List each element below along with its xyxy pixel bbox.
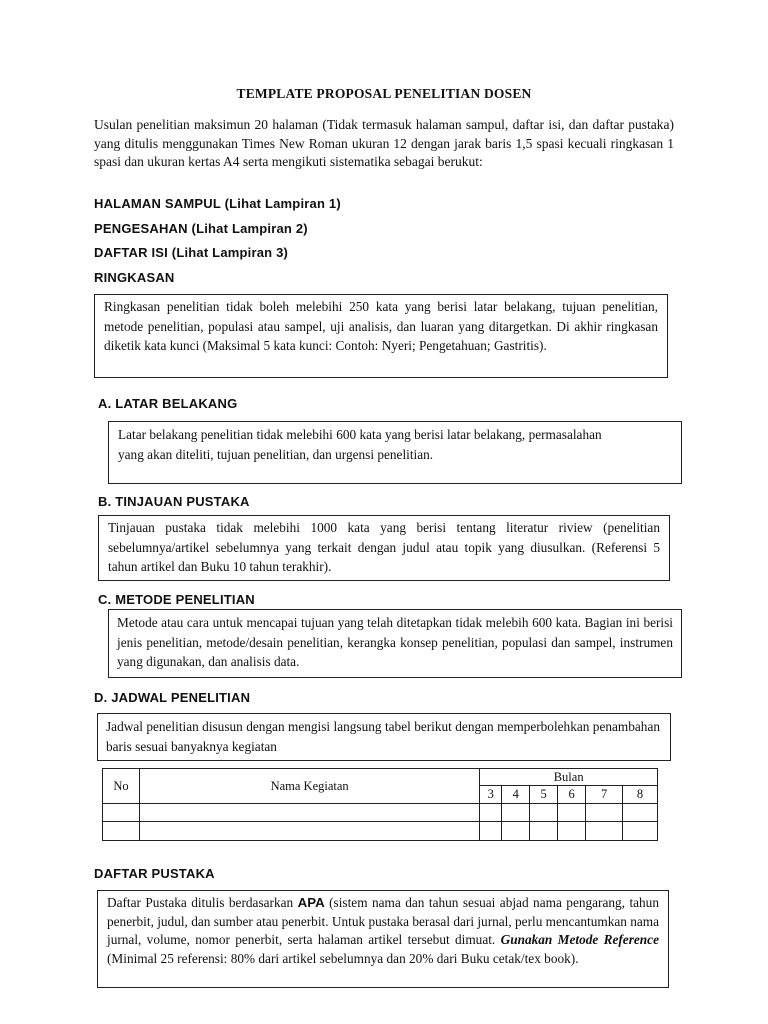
month-cell: 8 xyxy=(623,786,658,804)
empty-cell xyxy=(480,804,502,822)
daftar-pustaka-box xyxy=(97,890,669,988)
heading-daftar-isi: DAFTAR ISI (Lihat Lampiran 3) xyxy=(94,245,289,260)
month-cell: 6 xyxy=(558,786,586,804)
document-title: TEMPLATE PROPOSAL PENELITIAN DOSEN xyxy=(236,86,532,101)
empty-cell xyxy=(623,804,658,822)
heading-tinjauan-pustaka: B. TINJAUAN PUSTAKA xyxy=(98,494,250,509)
month-cell: 5 xyxy=(530,786,558,804)
heading-pengesahan: PENGESAHAN (Lihat Lampiran 2) xyxy=(94,221,308,236)
table-row xyxy=(103,804,658,822)
latar-belakang-box xyxy=(108,421,682,484)
daftar-pustaka-text-1: Daftar Pustaka ditulis berdasarkan xyxy=(107,895,298,910)
empty-cell xyxy=(502,822,530,841)
empty-cell xyxy=(530,804,558,822)
empty-cell xyxy=(103,822,140,841)
heading-daftar-pustaka: DAFTAR PUSTAKA xyxy=(94,866,215,881)
heading-latar-belakang: A. LATAR BELAKANG xyxy=(98,396,238,411)
header-no: No xyxy=(103,769,140,804)
header-nama-kegiatan: Nama Kegiatan xyxy=(139,769,479,804)
jadwal-penelitian-box xyxy=(97,713,671,761)
apa-label: APA xyxy=(297,895,325,910)
empty-cell xyxy=(480,822,502,841)
empty-cell xyxy=(623,822,658,841)
metode-penelitian-box xyxy=(108,609,682,678)
table-header-row xyxy=(103,769,658,786)
intro-paragraph: Usulan penelitian maksimun 20 halaman (Tidak termasuk halaman sampul, daftar isi, dan daftar pustaka) yang ditulis menggunakan Times New Roman ukuran 12 dengan jarak baris 1,5 spasi kecuali ringkasan 1 spasi dan ukuran kertas A4 serta mengikuti sistematika sebagai berukut: xyxy=(94,117,674,169)
daftar-pustaka-text-3: (Minimal 25 referensi: 80% dari artikel sebelumnya dan 20% dari Buku cetak/tex book). xyxy=(107,950,579,966)
header-bulan: Bulan xyxy=(480,769,658,786)
empty-cell xyxy=(558,822,586,841)
empty-cell xyxy=(586,822,623,841)
tinjauan-pustaka-text: Tinjauan pustaka tidak melebihi 1000 kata yang berisi tentang literatur riview (penelitian sebelumnya/artikel sebelumnya yang terkait dengan judul atau topik yang diusulkan. (Referensi 5 tahun artikel dan Buku 10 tahun terakhir). xyxy=(108,520,660,574)
heading-jadwal-penelitian: D. JADWAL PENELITIAN xyxy=(94,690,251,705)
schedule-table xyxy=(102,768,658,841)
month-cell: 4 xyxy=(502,786,530,804)
heading-halaman-sampul: HALAMAN SAMPUL (Lihat Lampiran 1) xyxy=(94,196,341,211)
daftar-pustaka-text-2: (sistem nama dan tahun sesuai abjad nama pengarang, tahun penerbit, judul, dan sumber atau penerbit. Untuk pustaka berasal dari jurnal, perlu mencantumkan nama jurnal, volume, nomor penerbit, serta halaman artikel tersebut dimuat. xyxy=(107,895,660,947)
ringkasan-text: Ringkasan penelitian tidak boleh melebihi 250 kata yang berisi latar belakang, tujuan penelitian, metode penelitian, populasi atau sampel, uji analisis, dan luaran yang ditargetkan. Di akhir ringkasan diketik kata kunci (Maksimal 5 kata kunci: Contoh: Nyeri; Pengetahuan; Gastritis). xyxy=(104,299,658,353)
daftar-pustaka-text xyxy=(107,894,659,968)
empty-cell xyxy=(558,804,586,822)
month-cell: 3 xyxy=(480,786,502,804)
latar-belakang-text: Latar belakang penelitian tidak melebihi 600 kata yang berisi latar belakang, permasalahan yang akan diteliti, tujuan penelitian, dan urgensi penelitian. xyxy=(118,427,602,462)
empty-cell xyxy=(103,804,140,822)
empty-cell xyxy=(586,804,623,822)
empty-cell xyxy=(139,804,479,822)
empty-cell xyxy=(139,822,479,841)
ringkasan-box xyxy=(94,294,668,378)
tinjauan-pustaka-box xyxy=(98,515,670,581)
jadwal-penelitian-text: Jadwal penelitian disusun dengan mengisi langsung tabel berikut dengan memperbolehkan penambahan baris sesuai banyaknya kegiatan xyxy=(106,719,660,754)
heading-ringkasan: RINGKASAN xyxy=(94,270,175,285)
empty-cell xyxy=(502,804,530,822)
table-row xyxy=(103,822,658,841)
empty-cell xyxy=(530,822,558,841)
month-cell: 7 xyxy=(586,786,623,804)
heading-metode-penelitian: C. METODE PENELITIAN xyxy=(98,592,255,607)
metode-penelitian-text: Metode atau cara untuk mencapai tujuan yang telah ditetapkan tidak melebih 600 kata. Bagian ini berisi jenis penelitian, metode/desain penelitian, kerangka konsep penelitian, populasi dan sampel, instrumen yang digunakan, dan analisis data. xyxy=(117,615,673,669)
emphasis-text: Gunakan Metode Reference xyxy=(500,932,659,947)
